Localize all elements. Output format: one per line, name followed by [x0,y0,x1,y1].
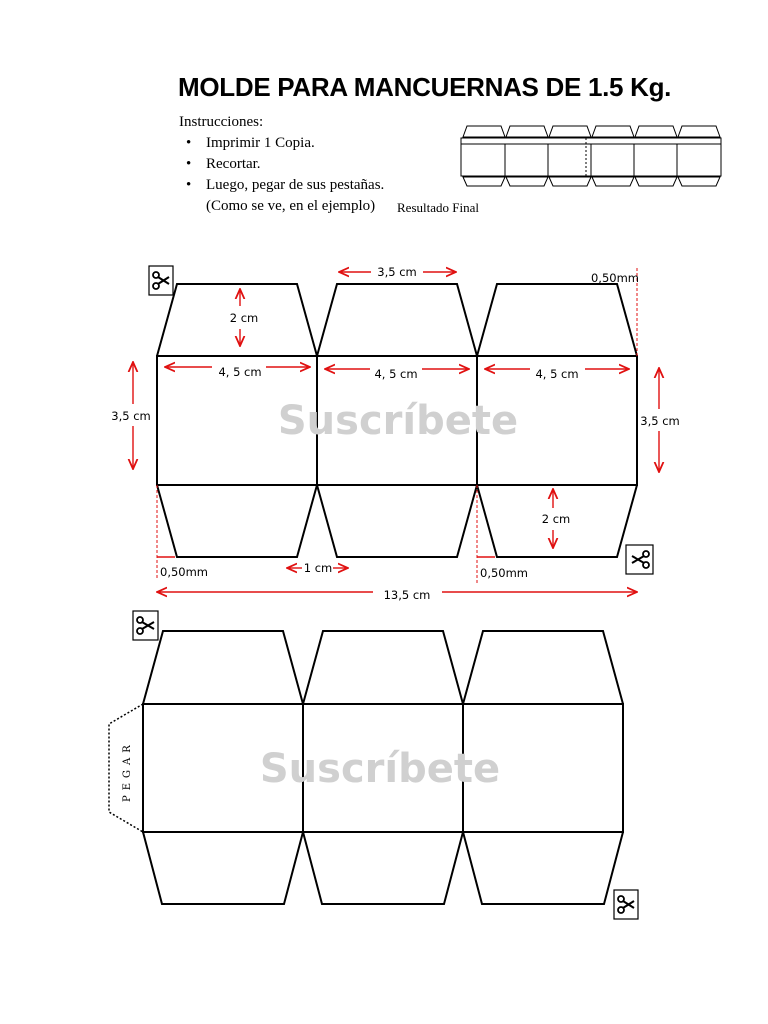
scissors-icon [133,611,158,640]
dim-tab-height: 2 cm [229,311,259,325]
scissors-icon [149,266,173,295]
result-label: Resultado Final [397,200,479,215]
dim-total-width: 13,5 cm [383,588,431,602]
dim-margin: 0,50mm [590,271,640,285]
dim-face-width: 4, 5 cm [535,367,579,381]
instructions-heading: Instrucciones: [179,114,264,130]
dim-gap: 1 cm [303,561,333,575]
dim-face-height: 3,5 cm [111,409,151,423]
dim-face-width: 4, 5 cm [374,367,418,381]
dim-margin: 0,50mm [160,565,209,579]
scissors-icon [614,890,638,919]
watermark: Suscríbete [259,746,501,792]
instruction-item: • Luego, pegar de sus pestañas. (Como se ve, en el ejemplo) [206,175,409,217]
dim-tab-height: 2 cm [541,512,571,526]
dim-face-width: 4, 5 cm [218,365,262,379]
result-preview [461,126,721,186]
watermark: Suscríbete [277,398,519,444]
dim-margin: 0,50mm [480,566,529,580]
scissors-icon [626,545,653,574]
dim-face-height: 3,5 cm [640,414,680,428]
glue-tab-label: PEGAR [122,740,133,802]
instruction-item: • Imprimir 1 Copia. [206,133,409,154]
page-title: MOLDE PARA MANCUERNAS DE 1.5 Kg. [178,72,672,102]
dim-top-width: 3,5 cm [377,265,417,279]
instruction-item: • Recortar. [206,154,409,175]
